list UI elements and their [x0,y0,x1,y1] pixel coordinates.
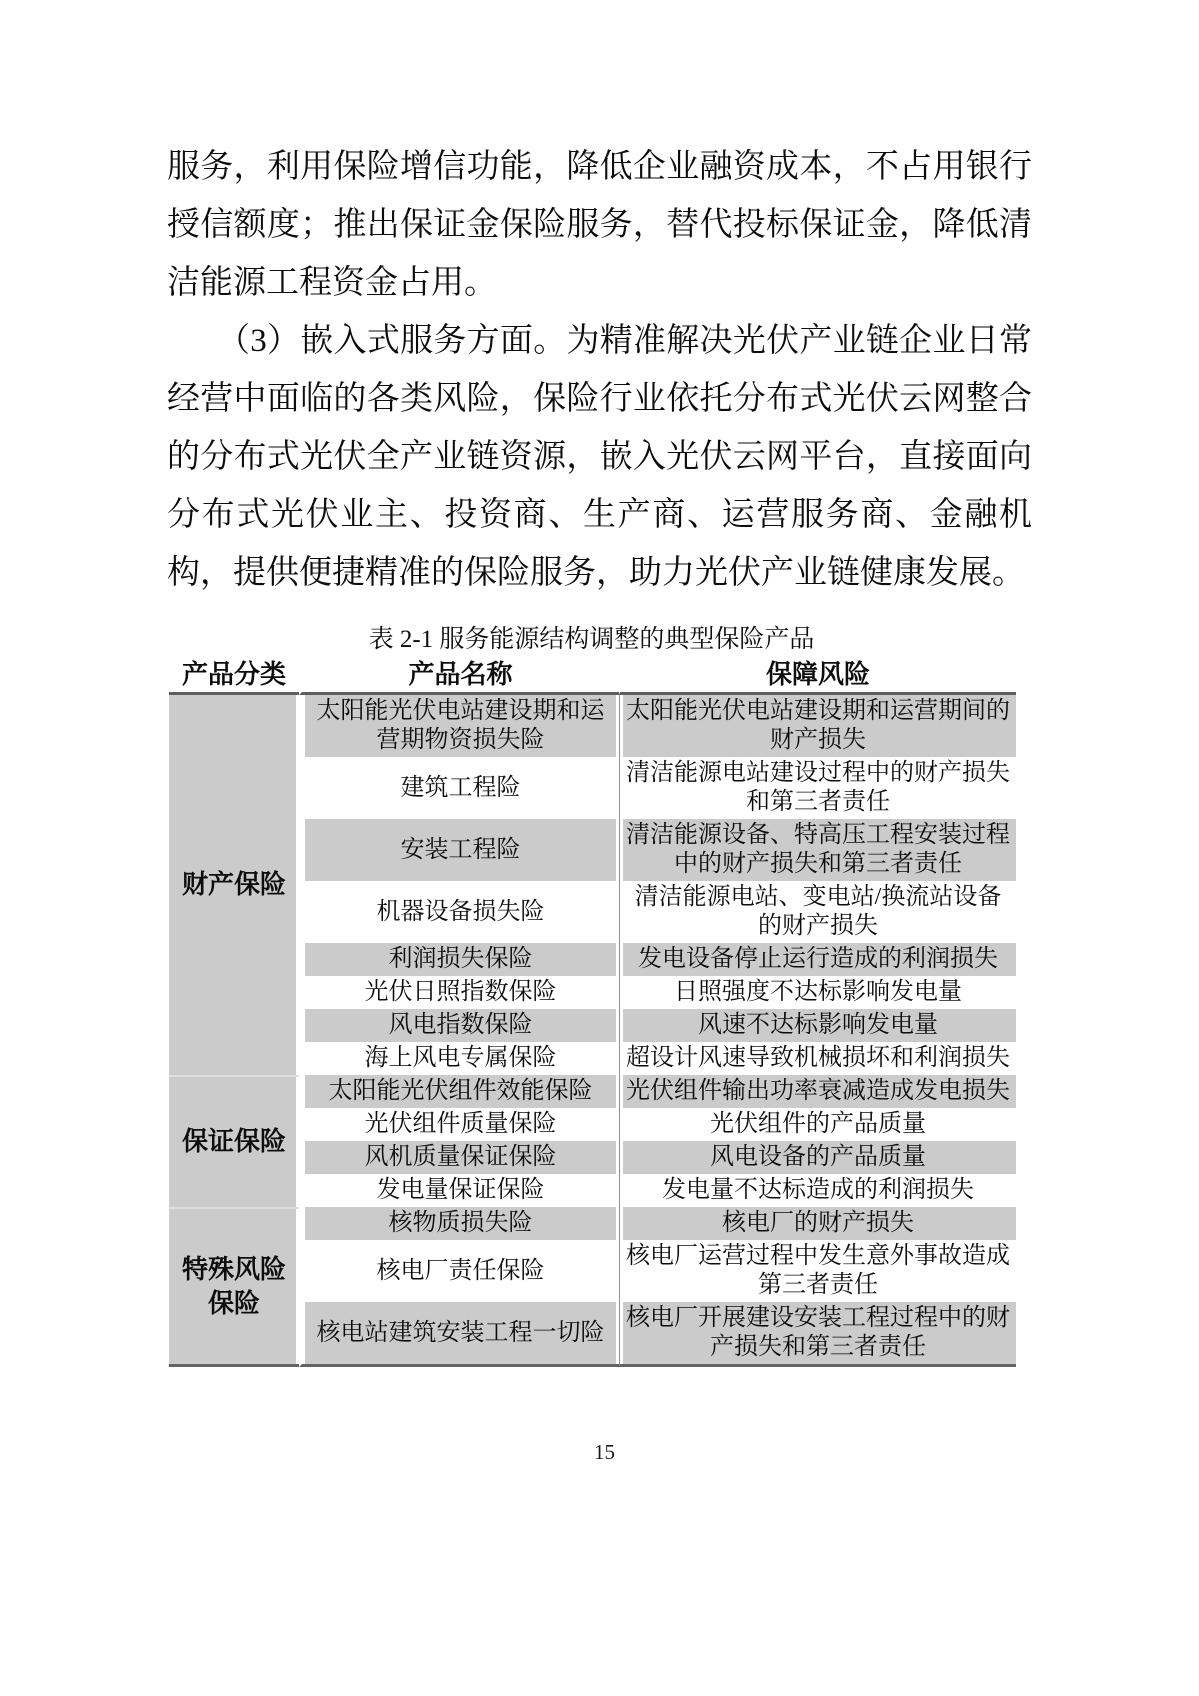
table-row [169,695,1016,757]
risk-cell: 太阳能光伏电站建设期和运营期间的财产损失 [619,695,1016,757]
page-number: 15 [594,1440,615,1464]
risk-cell: 清洁能源设备、特高压工程安装过程中的财产损失和第三者责任 [619,819,1016,881]
risk-cell: 超设计风速导致机械损坏和利润损失 [619,1042,1016,1075]
risk-cell: 风速不达标影响发电量 [619,1009,1016,1042]
product-name-cell: 安装工程险 [299,819,619,881]
paragraph-2: （3）嵌入式服务方面。为精准解决光伏产业链企业日常经营中面临的各类风险，保险行业依托分布式光伏云网整合的分布式光伏全产业链资源，嵌入光伏云网平台，直接面向分布式光伏业主、投资商、生产商、运营服务商、金融机构，提供便捷精准的保险服务，助力光伏产业链健康发展。 [167,323,1032,591]
risk-cell: 日照强度不达标影响发电量 [619,976,1016,1009]
table-row [169,1075,1016,1108]
product-name-cell: 光伏日照指数保险 [299,976,619,1009]
product-name-cell: 发电量保证保险 [299,1174,619,1207]
product-name-cell: 利润损失保险 [299,943,619,976]
product-name-cell: 核电站建筑安装工程一切险 [299,1302,619,1367]
product-name-cell: 风机质量保证保险 [299,1141,619,1174]
table-row [169,1207,1016,1240]
product-name-cell: 太阳能光伏组件效能保险 [299,1075,619,1108]
product-name-cell: 光伏组件质量保险 [299,1108,619,1141]
col-header-risk: 保障风险 [619,658,1016,695]
risk-cell: 核电厂开展建设安装工程过程中的财产损失和第三者责任 [619,1302,1016,1367]
category-cell: 特殊风险保险 [169,1207,299,1367]
insurance-products-table [169,658,1016,1367]
product-name-cell: 核电厂责任保险 [299,1240,619,1302]
col-header-product-name: 产品名称 [299,658,619,695]
table-caption: 表 2-1 服务能源结构调整的典型保险产品 [368,626,815,653]
table-header [169,658,1016,695]
risk-cell: 核电厂的财产损失 [619,1207,1016,1240]
col-header-category: 产品分类 [169,658,299,695]
risk-cell: 清洁能源电站建设过程中的财产损失和第三者责任 [619,757,1016,819]
table-body [169,695,1016,1367]
category-cell: 保证保险 [169,1075,299,1207]
category-cell: 财产保险 [169,695,299,1075]
header-row [169,658,1016,695]
paragraph-1: 服务，利用保险增信功能，降低企业融资成本，不占用银行授信额度；推出保证金保险服务，替代投标保证金，降低清洁能源工程资金占用。 [167,149,1032,301]
risk-cell: 光伏组件输出功率衰减造成发电损失 [619,1075,1016,1108]
risk-cell: 风电设备的产品质量 [619,1141,1016,1174]
product-name-cell: 核物质损失险 [299,1207,619,1240]
product-name-cell: 太阳能光伏电站建设期和运营期物资损失险 [299,695,619,757]
risk-cell: 发电设备停止运行造成的利润损失 [619,943,1016,976]
risk-cell: 光伏组件的产品质量 [619,1108,1016,1141]
product-name-cell: 建筑工程险 [299,757,619,819]
risk-cell: 发电量不达标造成的利润损失 [619,1174,1016,1207]
product-name-cell: 海上风电专属保险 [299,1042,619,1075]
risk-cell: 核电厂运营过程中发生意外事故造成第三者责任 [619,1240,1016,1302]
risk-cell: 清洁能源电站、变电站/换流站设备的财产损失 [619,881,1016,943]
product-name-cell: 机器设备损失险 [299,881,619,943]
product-name-cell: 风电指数保险 [299,1009,619,1042]
text-block [167,138,1032,1465]
